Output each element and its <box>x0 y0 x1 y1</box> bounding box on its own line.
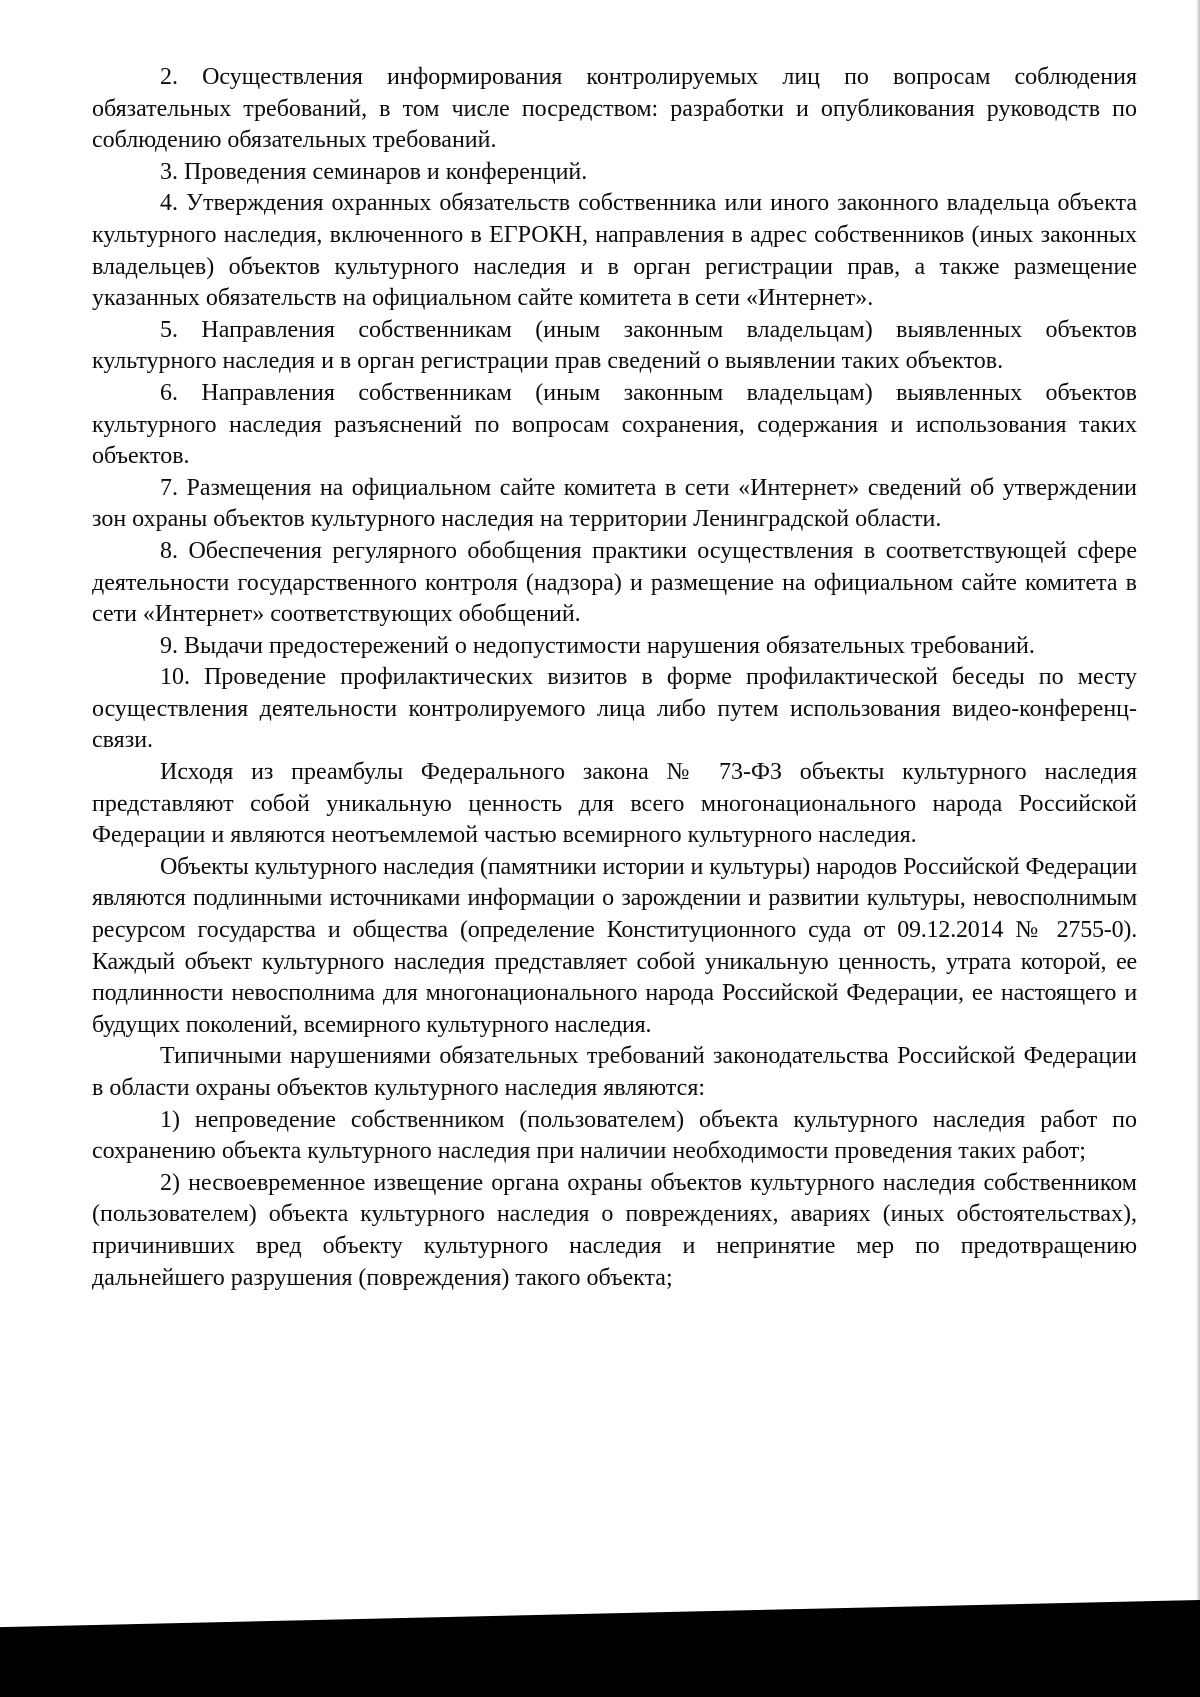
paragraph-item-2: 2. Осуществления информирования контролируемых лиц по вопросам соблюдения обязательных требований, в том числе посредством: разработки и опубликования руководств по соблюдению обязательных требований. <box>92 64 1137 154</box>
paragraph-item-4: 4. Утверждения охранных обязательств собственника или иного законного владельца объекта культурного наследия, включенного в ЕГРОКН, направления в адрес собственников (иных законных владельцев) объектов культурного наследия и в орган регистрации прав, а также размещение указанных обязательств на официальном сайте комитета в сети «Интернет». <box>92 190 1137 312</box>
scan-edge-shadow <box>1196 0 1200 1697</box>
paragraph-violation-2: 2) несвоевременное извещение органа охраны объектов культурного наследия собственником (пользователем) объекта культурного наследия о повреждениях, авариях (иных обстоятельствах), причинивших вред объекту культурного наследия и непринятие мер по предотвращению дальнейшего разрушения (повреждения) такого объекта; <box>92 1169 1137 1291</box>
paragraph-heritage-objects: Объекты культурного наследия (памятники истории и культуры) народов Российской Федерации являются подлинными источниками информации о зарождении и развитии культуры, невосполнимым ресурсом государства и общества (определение Конституционного суда от 09.12.2014 № 2755-0). Каждый объект культурного наследия представляет собой уникальную ценность, утрата которой, ее подлинности невосполнима для многонационального народа Российской Федерации, ее настоящего и будущих поколений, всемирного культурного наследия. <box>92 853 1137 1038</box>
paragraph-item-9: 9. Выдачи предостережений о недопустимости нарушения обязательных требований. <box>160 632 1035 659</box>
paragraph-item-3: 3. Проведения семинаров и конференций. <box>160 158 588 185</box>
paragraph-item-8: 8. Обеспечения регулярного обобщения практики осуществления в соответствующей сфере деятельности государственного контроля (надзора) и размещение на официальном сайте комитета в сети «Интернет» соответствующих обобщений. <box>92 537 1137 628</box>
paragraph-violation-1: 1) непроведение собственником (пользователем) объекта культурного наследия работ по сохранению объекта культурного наследия при наличии необходимости проведения таких работ; <box>92 1106 1137 1165</box>
paragraph-item-5: 5. Направления собственникам (иным законным владельцам) выявленных объектов культурного наследия и в орган регистрации прав сведений о выявлении таких объектов. <box>92 316 1137 375</box>
scan-bottom-border <box>0 1600 1200 1697</box>
paragraph-item-7: 7. Размещения на официальном сайте комитета в сети «Интернет» сведений об утверждении зон охраны объектов культурного наследия на территории Ленинградской области. <box>92 474 1137 533</box>
paragraph-item-6: 6. Направления собственникам (иным законным владельцам) выявленных объектов культурного наследия разъяснений по вопросам сохранения, содержания и использования таких объектов. <box>92 379 1137 470</box>
document-body <box>92 62 1137 1294</box>
paragraph-typical-violations: Типичными нарушениями обязательных требований законодательства Российской Федерации в области охраны объектов культурного наследия являются: <box>92 1043 1137 1101</box>
paragraph-item-10: 10. Проведение профилактических визитов в форме профилактической беседы по месту осуществления деятельности контролируемого лица либо путем использования видео-конференц-связи. <box>92 664 1137 754</box>
paragraph-preamble: Исходя из преамбулы Федерального закона № 73-ФЗ объекты культурного наследия представляют собой уникальную ценность для всего многонационального народа Российской Федерации и являются неотъемлемой частью всемирного культурного наследия. <box>92 759 1137 849</box>
